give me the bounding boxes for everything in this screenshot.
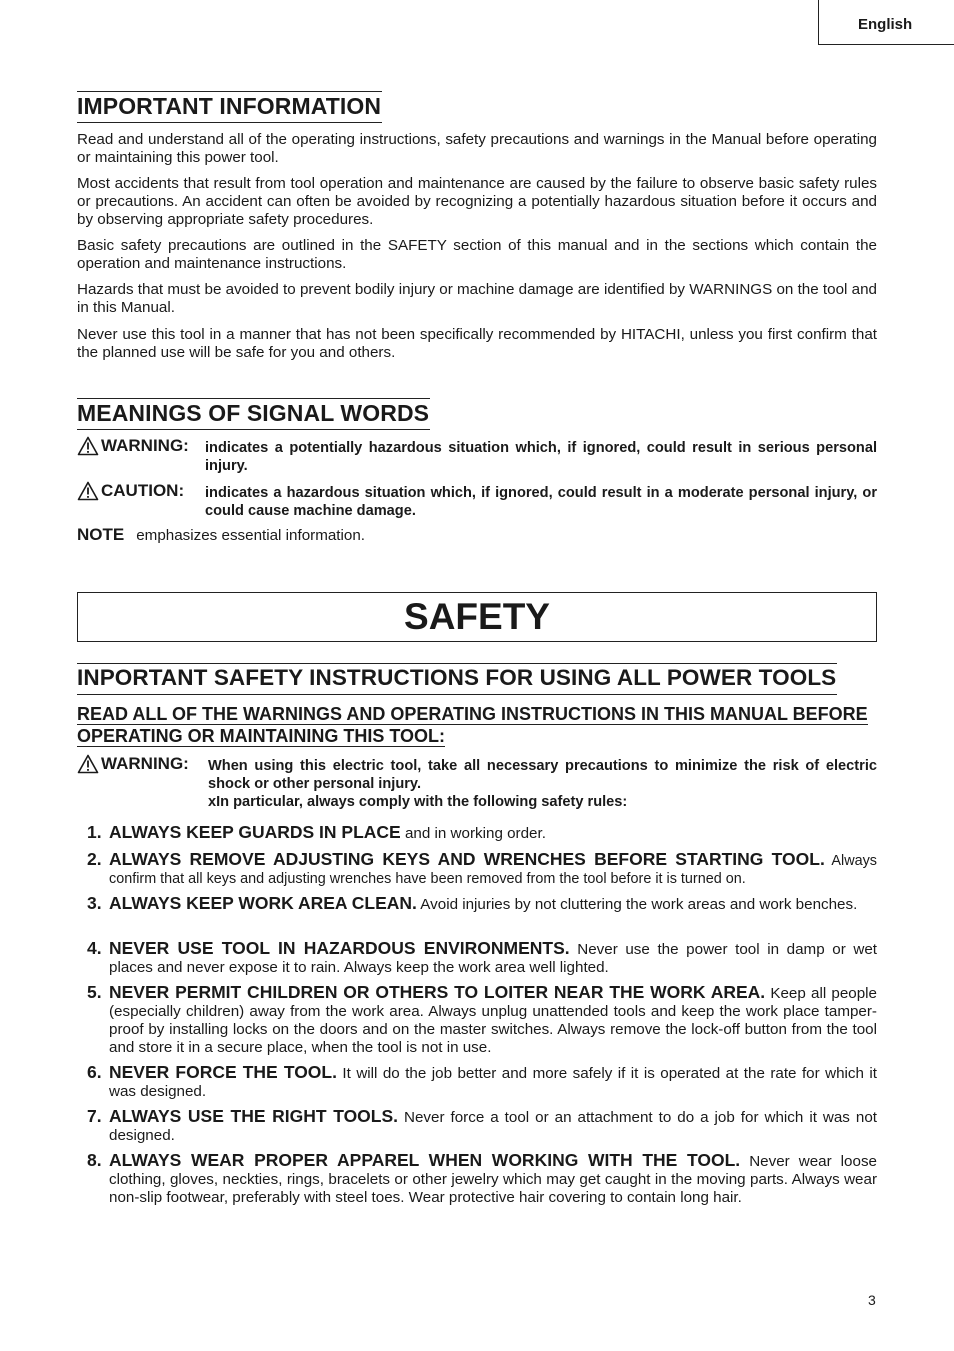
- warning-label: WARNING:: [101, 436, 189, 455]
- rule-text: and in working order.: [400, 825, 546, 842]
- safety-warning-text: When using this electric tool, take all necessary precautions to minimize the risk of electric shock or other personal injury.: [208, 758, 877, 792]
- rule-title: NEVER FORCE THE TOOL.: [109, 1062, 337, 1082]
- caution-description: indicates a hazardous situation which, if ignored, could result in a moderate personal injury, or could cause machine damage.: [205, 485, 877, 519]
- caution-definition: [77, 481, 877, 521]
- warning-description: indicates a potentially hazardous situation which, if ignored, could result in serious personal injury.: [205, 440, 877, 474]
- rule-text: Never force a tool or an attachment to do a job for which it was not designed.: [109, 1109, 877, 1144]
- info-paragraph-3: Basic safety precautions are outlined in the SAFETY section of this manual and in the sections which contain the operation and maintenance instructions.: [77, 237, 877, 272]
- safety-instructions-heading: INPORTANT SAFETY INSTRUCTIONS FOR USING ALL POWER TOOLS: [77, 663, 837, 695]
- info-paragraph-2: Most accidents that result from tool operation and maintenance are caused by the failure to observe basic safety rules or precautions. An accident can often be avoided by recognizing a potentially hazardous situation before it occurs and by observing appropriate safety procedures.: [77, 175, 877, 228]
- safety-banner: [77, 592, 877, 642]
- safety-warning: [77, 754, 877, 814]
- safety-rule-5: [77, 983, 877, 1057]
- rule-number: 3.: [87, 893, 102, 913]
- rule-text: Never use the power tool in damp or wet places and never expose it to rain. Always keep the work area well lighted.: [109, 941, 877, 976]
- safety-rule-7: [77, 1107, 877, 1145]
- safety-rule-2: [77, 850, 877, 888]
- rule-title: NEVER USE TOOL IN HAZARDOUS ENVIRONMENTS.: [109, 938, 570, 958]
- rule-number: 8.: [87, 1150, 102, 1170]
- warning-triangle-icon: [77, 436, 99, 456]
- rule-text: It will do the job better and more safely if it is operated at the rate for which it was designed.: [109, 1065, 878, 1100]
- note-label: NOTE: [77, 525, 125, 544]
- note-description: emphasizes essential information.: [136, 527, 366, 544]
- safety-rule-1: [77, 823, 877, 843]
- important-information-heading: IMPORTANT INFORMATION: [77, 91, 382, 123]
- rule-title: ALWAYS REMOVE ADJUSTING KEYS AND WRENCHES BEFORE STARTING TOOL.: [109, 849, 825, 869]
- safety-warning-label: WARNING:: [101, 754, 189, 773]
- info-paragraph-5: Never use this tool in a manner that has not been specifically recommended by HITACHI, unless you first confirm that the planned use will be safe for you and others.: [77, 326, 877, 361]
- rule-text: Never wear loose clothing, gloves, neckties, rings, bracelets or other jewelry which may get caught in the moving parts. Always wear non-slip footwear, preferably with steel toes. Wear protective hair covering to contain long hair.: [109, 1153, 877, 1206]
- page-number: 3: [868, 1292, 876, 1308]
- rule-number: 2.: [87, 849, 102, 869]
- safety-rule-8: [77, 1151, 877, 1207]
- rule-number: 4.: [87, 938, 102, 958]
- caution-label: CAUTION:: [101, 481, 185, 500]
- safety-rule-6: [77, 1063, 877, 1101]
- warning-triangle-icon: [77, 754, 99, 774]
- safety-rule-4: [77, 939, 877, 977]
- signal-words-heading: MEANINGS OF SIGNAL WORDS: [77, 398, 430, 430]
- rule-number: 5.: [87, 982, 102, 1002]
- info-paragraph-1: Read and understand all of the operating instructions, safety precautions and warnings in the Manual before operating or maintaining this power tool.: [77, 131, 877, 166]
- warning-definition: [77, 436, 877, 476]
- caution-triangle-icon: [77, 481, 99, 501]
- language-tab: [818, 0, 954, 45]
- info-paragraph-4: Hazards that must be avoided to prevent bodily injury or machine damage are identified by WARNINGS on the tool and in this Manual.: [77, 281, 877, 316]
- rule-title: ALWAYS WEAR PROPER APPAREL WHEN WORKING WITH THE TOOL.: [109, 1150, 741, 1170]
- rule-number: 7.: [87, 1106, 102, 1126]
- rule-title: ALWAYS KEEP GUARDS IN PLACE: [109, 822, 401, 842]
- safety-title: SAFETY: [404, 596, 550, 637]
- note-definition: [77, 525, 365, 545]
- rule-number: 6.: [87, 1062, 102, 1082]
- rule-title: ALWAYS KEEP WORK AREA CLEAN.: [109, 893, 417, 913]
- read-all-text: READ ALL OF THE WARNINGS AND OPERATING INSTRUCTIONS IN THIS MANUAL BEFORE OPERATING OR MAINTAINING THIS TOOL:: [77, 704, 868, 746]
- rule-text: Keep all people (especially children) away from the work area. Always unplug unattended tools and keep the work place tamper-proof by installing locks on the doors and on the master switches. Always remove the lock-off button from the tool and store it in a secure place, when the tool is not in use.: [109, 985, 877, 1056]
- safety-rule-3: [77, 894, 877, 914]
- read-all-warnings: [77, 703, 877, 747]
- rule-text: Avoid injuries by not cluttering the work areas and work benches.: [416, 896, 858, 913]
- rule-number: 1.: [87, 822, 102, 842]
- safety-warning-rules-intro: xIn particular, always comply with the following safety rules:: [208, 794, 628, 810]
- rule-text: Always confirm that all keys and adjusting wrenches have been removed from the tool before it is turned on.: [109, 853, 877, 887]
- rule-title: NEVER PERMIT CHILDREN OR OTHERS TO LOITER NEAR THE WORK AREA.: [109, 982, 766, 1002]
- rule-title: ALWAYS USE THE RIGHT TOOLS.: [109, 1106, 399, 1126]
- language-label: English: [858, 16, 913, 33]
